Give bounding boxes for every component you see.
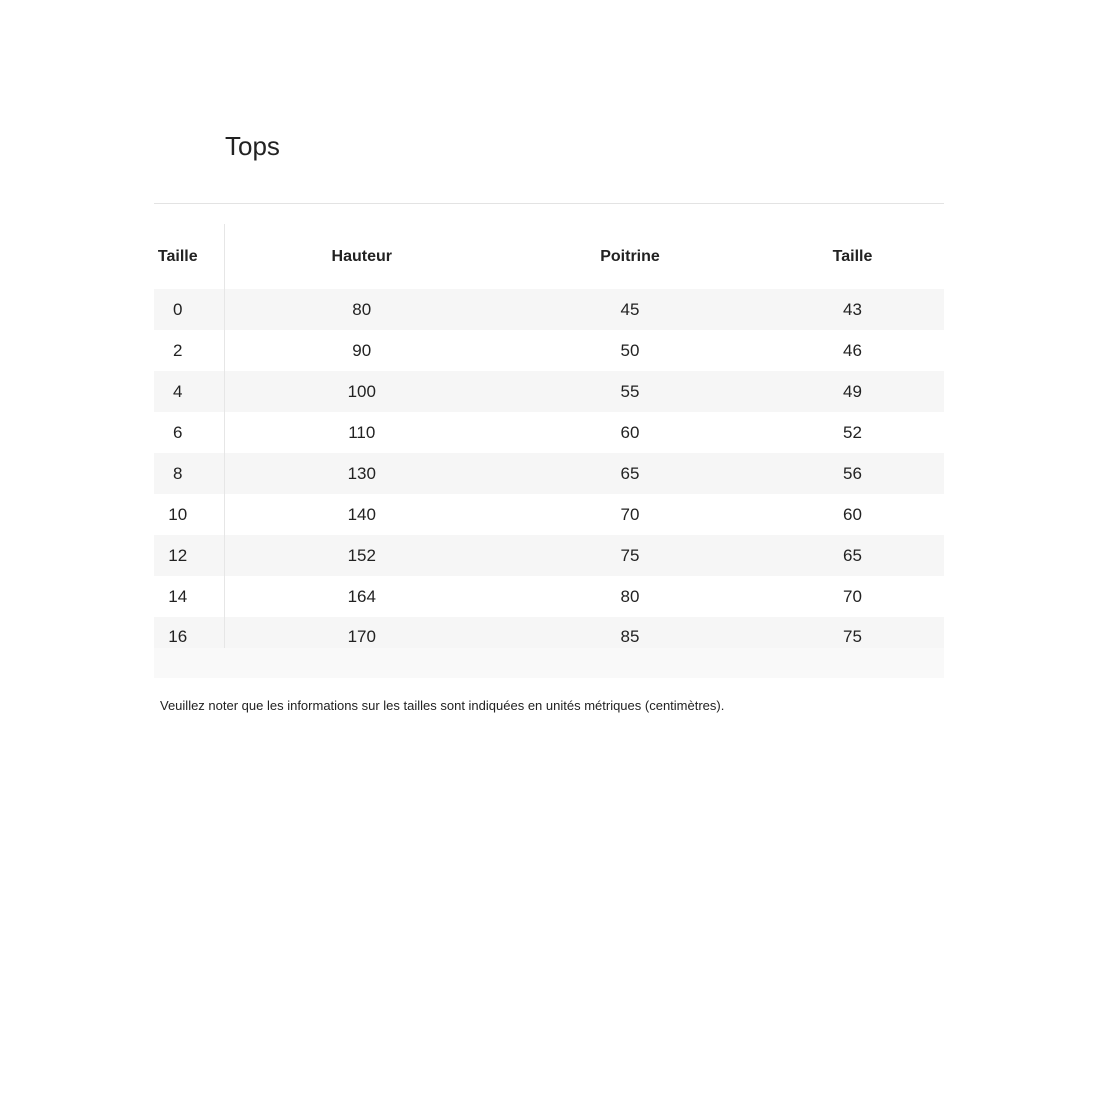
table-cell: 60 [620,422,640,442]
title-divider [154,203,944,204]
table-cell: 46 [843,340,862,360]
header-hauteur: Hauteur [331,247,392,265]
size-chart-table-container[interactable] [154,224,944,678]
page-title: Tops [225,131,280,161]
table-cell: 55 [499,371,761,412]
table-cell: 16 [154,617,224,648]
table-cell: 85 [499,617,761,648]
table-cell: 60 [843,504,862,524]
table-cell: 152 [224,535,499,576]
table-row [154,453,944,494]
table-cell: 49 [761,371,944,412]
table-cell: 8 [154,453,224,494]
table-cell: 90 [352,340,372,360]
table-cell: 10 [154,494,224,535]
table-cell: 140 [347,504,376,524]
table-cell: 50 [620,340,640,360]
table-cell: 56 [761,453,944,494]
table-cell: 0 [154,289,224,330]
table-cell: 80 [620,586,640,606]
table-row [154,576,944,617]
table-cell: 130 [224,453,499,494]
table-cell: 170 [224,617,499,648]
table-cell: 65 [499,453,761,494]
table-row [154,617,944,648]
table-cell: 6 [154,412,224,453]
table-cell: 43 [761,289,944,330]
table-row [154,289,944,330]
table-row [154,535,944,576]
table-cell: 75 [761,617,944,648]
table-cell: 12 [154,535,224,576]
table-cell: 80 [224,289,499,330]
table-cell: 100 [224,371,499,412]
table-cell: 52 [843,422,862,442]
table-row [154,371,944,412]
table-row [154,494,944,535]
table-cell: 14 [154,576,224,617]
table-cell: 164 [347,586,376,606]
metric-units-note: Veuillez noter que les informations sur les tailles sont indiquées en unités métriques (centimètres). [160,698,725,713]
header-taille: Taille [154,224,224,289]
table-cell: 70 [620,504,640,524]
table-cell: 2 [154,330,224,371]
table-header-row [154,224,944,289]
header-taille-waist: Taille [832,247,873,265]
table-row [154,412,944,453]
table-scroll-area[interactable] [154,648,944,678]
table-row [154,330,944,371]
table-cell: 65 [761,535,944,576]
table-cell: 75 [499,535,761,576]
table-cell: 70 [843,586,862,606]
table-cell: 45 [499,289,761,330]
table-cell: 4 [154,371,224,412]
header-poitrine: Poitrine [600,247,660,265]
size-chart-table [154,224,944,648]
table-cell: 110 [348,422,376,442]
